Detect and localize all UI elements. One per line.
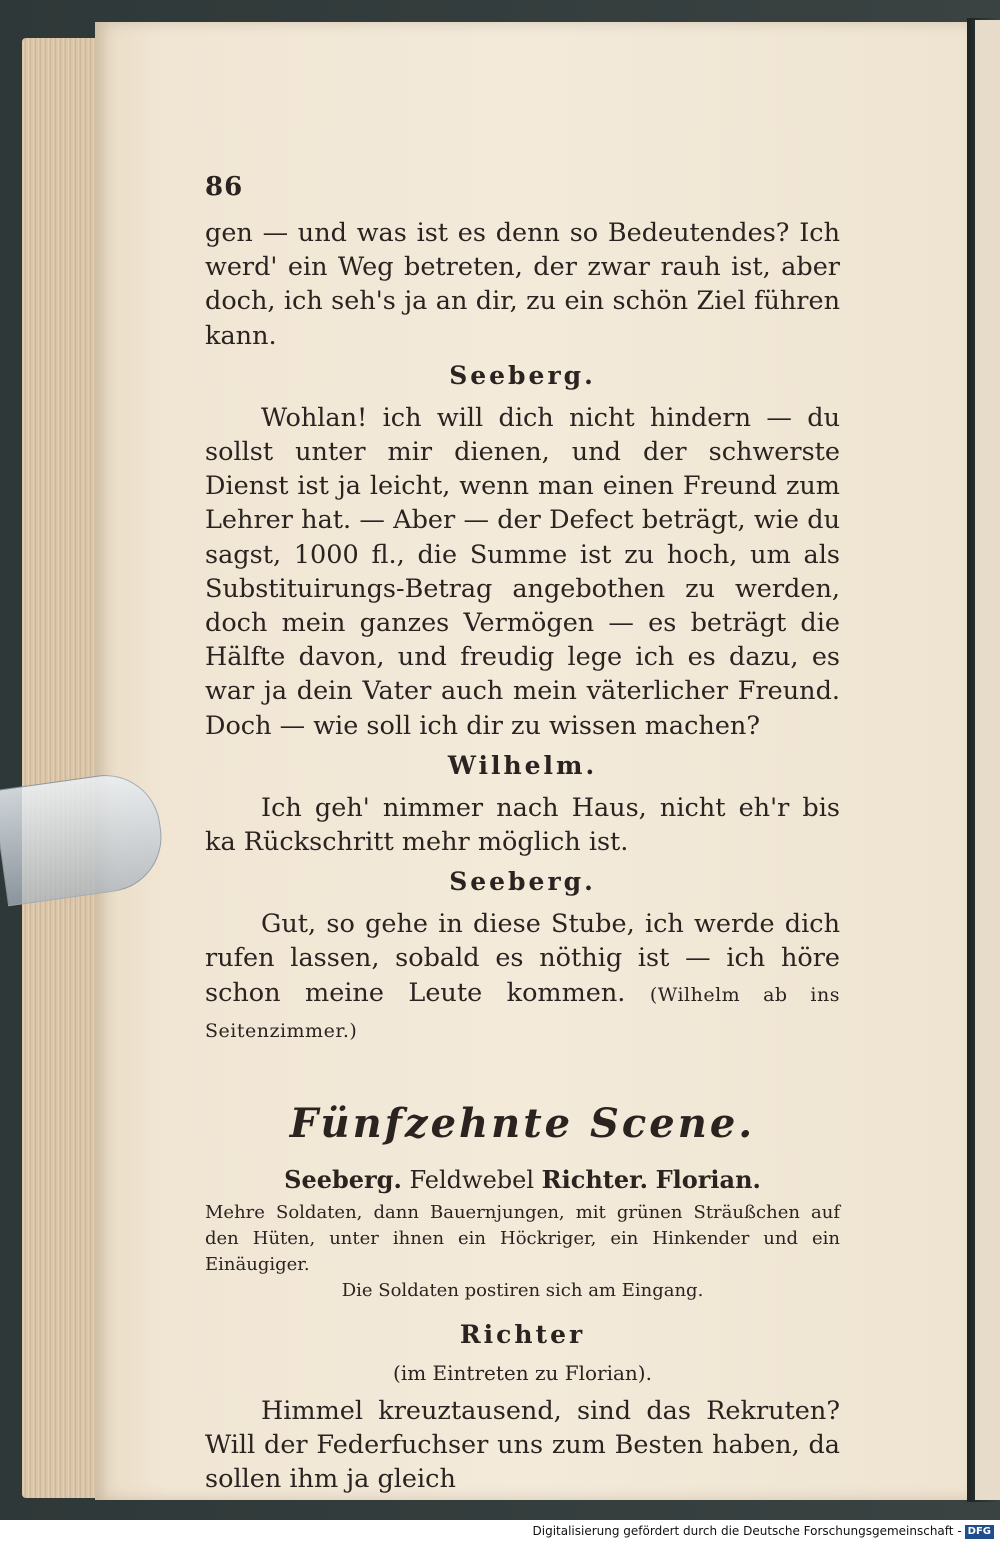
cast-description-last: Die Soldaten postiren sich am Eingang. [341,1280,704,1302]
paragraph-5: Himmel kreuztausend, sind das Rekruten? Will der Federfuchser uns zum Besten haben, da sollen ihm ja gleich [205,1396,840,1495]
page-number: 86 [205,172,244,202]
cast-feldwebel: Feldwebel [409,1166,535,1195]
scene-title: Fünfzehnte Scene. [289,1100,756,1148]
page-text [205,172,840,1497]
speaker-seeberg-2: Seeberg. [449,867,596,897]
cast-florian: Florian. [655,1165,761,1195]
facing-page-edge [975,20,1000,1500]
dfg-logo-icon: DFG [965,1525,994,1539]
paragraph-4 [205,907,840,1048]
paragraph-1: gen — und was ist es denn so Bedeutendes? Ich werd' ein Weg betreten, der zwar rauh ist, aber doch, ich seh's ja an dir, zu ein schön Ziel führen kann. [205,218,840,351]
digitization-footer [0,1520,1000,1542]
speaker-wilhelm: Wilhelm. [447,750,598,780]
paragraph-3: Ich geh' nimmer nach Haus, nicht eh'r bis ka Rückschritt mehr möglich ist. [205,792,840,858]
cast-list [205,1164,840,1196]
cast-description [205,1200,840,1304]
stage-direction-richter: (im Eintreten zu Florian). [393,1361,652,1386]
cast-description-text: Mehre Soldaten, dann Bauernjungen, mit grünen Sträußchen auf den Hüten, unter ihnen ein Höckriger, ein Hinkender und ein Einäugiger. [205,1202,840,1276]
paragraph-2: Wohlan! ich will dich nicht hindern — du sollst unter mir dienen, und der schwerste Dienst ist ja leicht, wenn man einen Freund zum Lehrer hat. — Aber — der Defect beträgt, wie du sagst, 1000 fl., die Summe ist zu hoch, um als Substituirungs-Betrag angebothen zu werden, doch mein ganzes Vermögen — es beträgt die Hälfte davon, und freudig lege ich es dazu, es war ja dein Vater auch mein väterlicher Freund. Doch — wie soll ich dir zu wissen machen? [205,402,840,741]
speaker-richter: Richter [459,1320,586,1350]
cast-richter: Richter. [541,1165,648,1195]
speaker-seeberg-1: Seeberg. [449,360,596,390]
paragraph-4-text: Gut, so gehe in diese Stube, ich werde dich rufen lassen, sobald es nöthig ist — ich höre schon meine Leute kommen. [205,909,840,1008]
cast-seeberg: Seeberg. [284,1165,402,1195]
footer-text: Digitalisierung gefördert durch die Deutsche Forschungsgemeinschaft - [532,1524,962,1538]
stage-direction-wilhelm-exit: (Wilhelm ab ins Seitenzimmer.) [205,983,840,1042]
